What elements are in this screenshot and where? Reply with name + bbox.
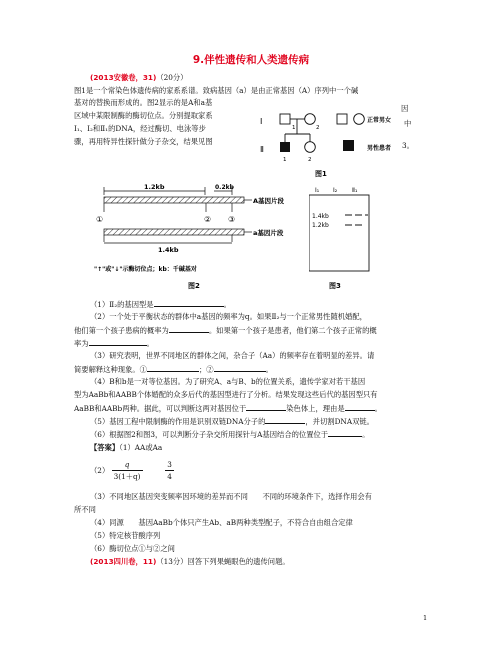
- female-normal-symbol: [305, 114, 316, 125]
- fraction-2: $\frac{3}{4}$: [167, 460, 172, 482]
- next-question: [90, 556, 290, 567]
- question-points: （20分）: [156, 73, 188, 82]
- answer-blank[interactable]: [345, 402, 375, 411]
- generation-label: Ⅱ: [260, 145, 264, 154]
- answer-section: [90, 442, 162, 453]
- intro-line: 图1是一个常染色体遗传病的家系系谱。致病基因（a）是由正常基因（A）序列中一个碱: [74, 86, 359, 95]
- question-source: (2013安徽卷，31): [90, 73, 157, 82]
- lane-label: Ⅱ₁: [352, 187, 358, 194]
- question-4-line-3: AaBB和AABb两种。据此，可以判断这两对基因位于 染色体上，理由是 。: [74, 404, 382, 413]
- figure-2-caption: 图2: [188, 282, 200, 290]
- answer-blank[interactable]: [214, 363, 266, 372]
- answer-blank[interactable]: [154, 298, 224, 307]
- cut-site-2: ②: [204, 215, 212, 224]
- length-label-small: 0.2kb: [215, 184, 234, 191]
- answer-blank[interactable]: [169, 324, 209, 333]
- a-gene-fragment-bar: [104, 197, 244, 203]
- lane-label: Ⅰ₂: [333, 187, 338, 194]
- question-2-line-3: 率为 。: [74, 339, 154, 348]
- question-1: （1）Ⅱ₂的基因型是 。: [90, 300, 231, 309]
- answer-2: （2） $\frac{q}{3(1+q)}$ $\frac{3}{4}$: [90, 460, 172, 482]
- answer-blank[interactable]: [328, 428, 362, 437]
- a-gene-fragment-bar-mutant: [104, 229, 244, 235]
- answer-label: 【答案】: [90, 443, 120, 452]
- intro-line-right: 3。: [402, 141, 414, 150]
- male-normal-symbol: [280, 114, 290, 124]
- figure-3-gel: [309, 182, 389, 294]
- band-size-label: 1.2kb: [312, 222, 329, 229]
- page-title: 9.伴性遗传和人类遗传病: [192, 54, 310, 66]
- label-a-lower: a基因片段: [253, 229, 284, 237]
- cut-site-3: ③: [228, 215, 236, 224]
- figure-2-restriction-map: [92, 182, 302, 294]
- answer-3: （3）不同地区基因突变频率因环境的差异而不同 不同的环境条件下，选择作用会有: [90, 492, 372, 501]
- question-3-line-2: 简要解释这种现象。① ；② 。: [74, 365, 273, 374]
- question-6: （6）根据图2和图3，可以判断分子杂交所用探针与A基因结合的位置位于 。: [90, 430, 370, 439]
- answer-3-cont: 所不同: [74, 505, 96, 514]
- individual-number: 1: [283, 157, 287, 163]
- length-label-bottom: 1.4kb: [158, 246, 179, 254]
- legend-male-affected: [343, 140, 354, 151]
- label-a-upper: A基因片段: [253, 197, 285, 205]
- intro-line: 基对的替换而形成的。图2显示的是A和a基: [74, 98, 213, 107]
- question-2-line-2: 他们第一个孩子患病的概率为 。如果第一个孩子是患者，他们第二个孩子正常的概: [74, 326, 377, 335]
- next-question-text: （13分）回答下列果蝇眼色的遗传问题。: [156, 557, 290, 566]
- intro-line: Ⅰ₁、Ⅰ₂和Ⅱ₁的DNA，经过酶切、电泳等步: [74, 124, 206, 133]
- legend-affected-label: 男性患者: [367, 145, 392, 152]
- gel-frame: [309, 195, 369, 271]
- answer-5: （5）特定核苷酸序列: [90, 531, 161, 540]
- legend-male-normal: [337, 114, 347, 124]
- female-normal-symbol: [305, 142, 316, 153]
- band-size-label: 1.4kb: [312, 213, 329, 220]
- question-3-line-1: （3）研究表明，世界不同地区的群体之间，杂合子（Aa）的频率存在着明显的差异。请: [90, 351, 375, 360]
- intro-line-right: 因: [401, 104, 409, 113]
- cut-site-1: ①: [96, 215, 104, 224]
- individual-number: 2: [316, 125, 320, 131]
- male-affected-symbol: [280, 142, 290, 152]
- legend-normal-label: 正常男女: [367, 117, 392, 124]
- legend-female-normal: [354, 114, 365, 125]
- answer-blank[interactable]: [265, 415, 305, 424]
- question-2-line-1: （2）一个处于平衡状态的群体中a基因的频率为q。如果Ⅱ₂与一个正常男性随机婚配，: [90, 312, 367, 321]
- individual-number: 2: [308, 157, 312, 163]
- answer-blank[interactable]: [246, 402, 286, 411]
- page-number: 1: [423, 614, 428, 622]
- question-4-line-2: 型为AaBb和AABB个体婚配的众多后代的基因型进行了分析。结果发现这些后代的基因型只有: [74, 390, 378, 399]
- answer-1: （1）AA或Aa: [119, 443, 163, 452]
- intro-line: 区域中某限制酶的酶切位点。分别提取家系: [74, 111, 213, 120]
- lane-label: Ⅰ₁: [315, 187, 320, 194]
- question-5: （5）基因工程中限制酶的作用是识别双链DNA分子的 ，并切割DNA双链。: [90, 417, 374, 426]
- answer-blank[interactable]: [89, 337, 147, 346]
- generation-label: Ⅰ: [260, 117, 263, 126]
- intro-line-right: 中: [404, 119, 412, 128]
- figure-1-pedigree: [255, 108, 405, 178]
- fraction-1: $\frac{q}{3(1+q)}$: [113, 460, 141, 482]
- figure-2-note: "↑"或"↓"示酶切位点；kb：千碱基对: [94, 266, 197, 273]
- answer-blank[interactable]: [147, 363, 199, 372]
- question-4-line-1: （4）B和b是一对等位基因。为了研究A、a与B、b的位置关系，遗传学家对若干基因: [90, 377, 366, 386]
- individual-number: 1: [292, 125, 296, 131]
- answer-4: （4）同源 基因AaBb个体只产生Ab、aB两种类型配子，不符合自由组合定律: [90, 518, 353, 527]
- answer-6: （6）酶切位点①与②之间: [90, 544, 175, 553]
- intro-line: 骤，再用特异性探针做分子杂交，结果见图: [74, 137, 213, 146]
- figure-1-caption: 图1: [315, 170, 327, 178]
- question-header: [90, 72, 188, 83]
- next-question-source: (2013四川卷，11): [90, 557, 157, 566]
- figure-3-caption: 图3: [329, 282, 341, 290]
- length-label-top: 1.2kb: [144, 183, 165, 191]
